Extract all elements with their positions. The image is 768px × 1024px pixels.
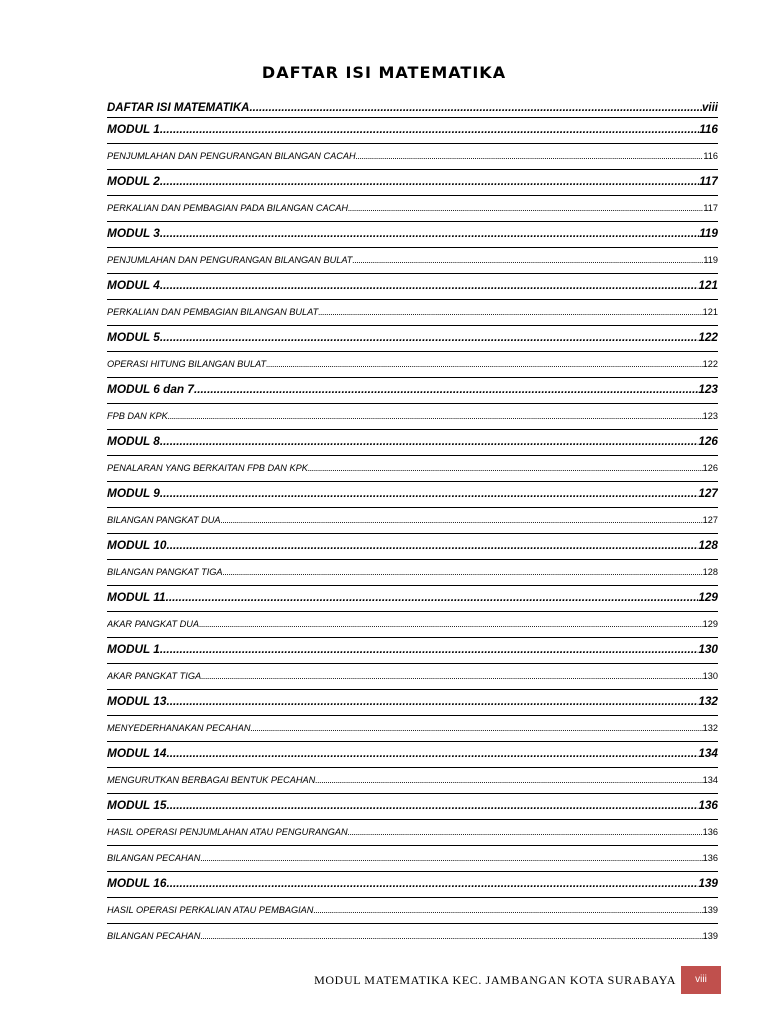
toc-entry-label: FPB DAN KPK bbox=[107, 411, 168, 421]
toc-entry-major[interactable] bbox=[107, 533, 718, 559]
toc-entry-page: 130 bbox=[698, 642, 718, 656]
toc-entry-major[interactable] bbox=[107, 871, 718, 897]
toc-entry-label: HASIL OPERASI PENJUMLAHAN ATAU PENGURANGAN bbox=[107, 827, 348, 837]
toc-entry-minor[interactable] bbox=[107, 455, 718, 481]
toc-entry-page: 117 bbox=[703, 203, 718, 213]
toc-entry-label: PENJUMLAHAN DAN PENGURANGAN BILANGAN CACAH bbox=[107, 151, 356, 161]
toc-entry-page: 128 bbox=[698, 538, 718, 552]
toc-leader-dots bbox=[166, 743, 698, 763]
toc-entry-label: MENGURUTKAN BERBAGAI BENTUK PECAHAN bbox=[107, 775, 316, 785]
toc-entry-label: MODUL 15 bbox=[107, 798, 167, 812]
toc-leader-dots bbox=[315, 771, 702, 789]
toc-entry-label: MODUL 6 dan 7 bbox=[107, 382, 194, 396]
toc-entry-page: 123 bbox=[698, 382, 718, 396]
toc-entry-minor[interactable] bbox=[107, 143, 718, 169]
toc-entry-label: MODUL 4 bbox=[107, 278, 160, 292]
toc-entry-major[interactable] bbox=[107, 429, 718, 455]
toc-entry-label: BILANGAN PECAHAN bbox=[107, 853, 201, 863]
toc-leader-dots bbox=[160, 119, 699, 139]
toc-entry-page: 129 bbox=[702, 619, 718, 629]
toc-entry-page: 121 bbox=[698, 278, 718, 292]
toc-entry-label: MODUL 13 bbox=[107, 694, 167, 708]
toc-entry-page: 136 bbox=[702, 853, 718, 863]
toc-leader-dots bbox=[308, 459, 703, 477]
toc-leader-dots bbox=[352, 251, 703, 269]
toc-entry-page: 121 bbox=[702, 307, 718, 317]
toc-entry-label: MODUL 10 bbox=[107, 538, 167, 552]
toc-entry-minor[interactable] bbox=[107, 715, 718, 741]
toc-entry-label: MODUL 1 bbox=[107, 122, 160, 136]
toc-entry-major[interactable] bbox=[107, 273, 718, 299]
toc-entry-label: MODUL 3 bbox=[107, 226, 160, 240]
toc-entry-page: 117 bbox=[699, 174, 718, 188]
toc-entry-minor[interactable] bbox=[107, 507, 718, 533]
toc-entry-major[interactable] bbox=[107, 377, 718, 403]
toc-entry-label: MODUL 8 bbox=[107, 434, 160, 448]
toc-entry-page: 132 bbox=[702, 723, 718, 733]
toc-leader-dots bbox=[356, 147, 704, 165]
toc-entry-minor[interactable] bbox=[107, 559, 718, 585]
toc-entry-page: 119 bbox=[699, 226, 718, 240]
toc-leader-dots bbox=[266, 355, 703, 373]
toc-entry-minor[interactable] bbox=[107, 767, 718, 793]
toc-entry-minor[interactable] bbox=[107, 845, 718, 871]
toc-entry-label: PENJUMLAHAN DAN PENGURANGAN BILANGAN BULAT bbox=[107, 255, 353, 265]
toc-leader-dots bbox=[166, 587, 699, 607]
toc-entry-label: MENYEDERHANAKAN PECAHAN bbox=[107, 723, 251, 733]
toc-entry-page: 134 bbox=[702, 775, 718, 785]
toc-entry-label: PERKALIAN DAN PEMBAGIAN BILANGAN BULAT bbox=[107, 307, 319, 317]
toc-entry-label: DAFTAR ISI MATEMATIKA bbox=[107, 102, 250, 114]
toc-entry-page: 127 bbox=[702, 515, 718, 525]
toc-entry-major[interactable] bbox=[107, 221, 718, 247]
toc-entry-page: 119 bbox=[703, 255, 718, 265]
toc-entry-minor[interactable] bbox=[107, 923, 718, 949]
toc-leader-dots bbox=[160, 223, 699, 243]
toc-leader-dots bbox=[166, 691, 698, 711]
toc-leader-dots bbox=[313, 901, 702, 919]
toc-entry-page: 139 bbox=[702, 931, 718, 941]
toc-entry-label: OPERASI HITUNG BILANGAN BULAT bbox=[107, 359, 267, 369]
toc-entry-page: 130 bbox=[702, 671, 718, 681]
toc-entry-minor[interactable] bbox=[107, 897, 718, 923]
toc-entry-label: MODUL 11 bbox=[107, 590, 166, 604]
toc-leader-dots bbox=[194, 379, 698, 399]
page-footer bbox=[0, 966, 768, 996]
table-of-contents bbox=[107, 95, 718, 949]
toc-entry-page: 116 bbox=[703, 151, 718, 161]
toc-entry-minor[interactable] bbox=[107, 611, 718, 637]
toc-entry-page: 132 bbox=[698, 694, 718, 708]
toc-entry-label: MODUL 1 bbox=[107, 642, 160, 656]
toc-entry-page: 136 bbox=[702, 827, 718, 837]
toc-entry-major[interactable] bbox=[107, 689, 718, 715]
toc-leader-dots bbox=[348, 199, 703, 217]
toc-entry-label: PERKALIAN DAN PEMBAGIAN PADA BILANGAN CACAH bbox=[107, 203, 348, 213]
toc-leader-dots bbox=[166, 873, 698, 893]
toc-entry-minor[interactable] bbox=[107, 819, 718, 845]
toc-entry-label: HASIL OPERASI PERKALIAN ATAU PEMBAGIAN bbox=[107, 905, 314, 915]
toc-entry-page: viii bbox=[702, 102, 718, 114]
toc-entry-label: MODUL 14 bbox=[107, 746, 167, 760]
toc-leader-dots bbox=[160, 171, 699, 191]
footer-page-number: viii bbox=[681, 966, 721, 994]
toc-entry-label: MODUL 16 bbox=[107, 876, 167, 890]
toc-entry-label: PENALARAN YANG BERKAITAN FPB DAN KPK bbox=[107, 463, 308, 473]
toc-entry-major[interactable] bbox=[107, 741, 718, 767]
toc-entry-page: 116 bbox=[699, 122, 718, 136]
toc-leader-dots bbox=[221, 511, 703, 529]
toc-entry-label: BILANGAN PANGKAT TIGA bbox=[107, 567, 223, 577]
toc-leader-dots bbox=[223, 563, 703, 581]
toc-entry-label: AKAR PANGKAT DUA bbox=[107, 619, 200, 629]
toc-entry-minor[interactable] bbox=[107, 663, 718, 689]
page-title: DAFTAR ISI MATEMATIKA bbox=[261, 63, 507, 82]
toc-entry-major[interactable] bbox=[107, 117, 718, 143]
toc-leader-dots bbox=[160, 483, 698, 503]
toc-leader-dots bbox=[166, 535, 698, 555]
toc-entry-page: 126 bbox=[698, 434, 718, 448]
toc-entry-label: MODUL 5 bbox=[107, 330, 160, 344]
toc-leader-dots bbox=[200, 849, 702, 867]
toc-entry-label: AKAR PANGKAT TIGA bbox=[107, 671, 202, 681]
toc-leader-dots bbox=[348, 823, 703, 841]
toc-leader-dots bbox=[166, 795, 698, 815]
toc-entry-major[interactable] bbox=[107, 637, 718, 663]
toc-entry-page: 136 bbox=[698, 798, 718, 812]
toc-entry-minor[interactable] bbox=[107, 247, 718, 273]
toc-entry-label: MODUL 2 bbox=[107, 174, 160, 188]
toc-entry-label: MODUL 9 bbox=[107, 486, 160, 500]
toc-entry-top[interactable] bbox=[107, 95, 718, 117]
toc-entry-page: 139 bbox=[698, 876, 718, 890]
toc-entry-page: 126 bbox=[702, 463, 718, 473]
toc-entry-major[interactable] bbox=[107, 481, 718, 507]
toc-entry-page: 134 bbox=[698, 746, 718, 760]
toc-entry-major[interactable] bbox=[107, 169, 718, 195]
toc-leader-dots bbox=[318, 303, 702, 321]
toc-entry-label: BILANGAN PANGKAT DUA bbox=[107, 515, 221, 525]
toc-leader-dots bbox=[160, 327, 698, 347]
toc-leader-dots bbox=[250, 719, 702, 737]
toc-leader-dots bbox=[199, 615, 703, 633]
toc-leader-dots bbox=[201, 667, 703, 685]
footer-text: MODUL MATEMATIKA KEC. JAMBANGAN KOTA SURABAYA bbox=[314, 973, 676, 987]
toc-entry-page: 123 bbox=[702, 411, 718, 421]
toc-leader-dots bbox=[160, 639, 698, 659]
toc-entry-page: 139 bbox=[702, 905, 718, 915]
toc-entry-page: 127 bbox=[698, 486, 718, 500]
toc-entry-page: 122 bbox=[698, 330, 718, 344]
toc-entry-minor[interactable] bbox=[107, 299, 718, 325]
toc-leader-dots bbox=[160, 275, 698, 295]
toc-entry-minor[interactable] bbox=[107, 195, 718, 221]
toc-entry-page: 128 bbox=[702, 567, 718, 577]
toc-entry-major[interactable] bbox=[107, 585, 718, 611]
toc-leader-dots bbox=[249, 99, 702, 117]
toc-leader-dots bbox=[160, 431, 698, 451]
toc-leader-dots bbox=[168, 407, 703, 425]
toc-entry-minor[interactable] bbox=[107, 351, 718, 377]
toc-leader-dots bbox=[200, 927, 702, 945]
toc-entry-page: 122 bbox=[702, 359, 718, 369]
toc-entry-minor[interactable] bbox=[107, 403, 718, 429]
toc-entry-major[interactable] bbox=[107, 793, 718, 819]
toc-entry-major[interactable] bbox=[107, 325, 718, 351]
toc-entry-label: BILANGAN PECAHAN bbox=[107, 931, 201, 941]
toc-entry-page: 129 bbox=[698, 590, 718, 604]
